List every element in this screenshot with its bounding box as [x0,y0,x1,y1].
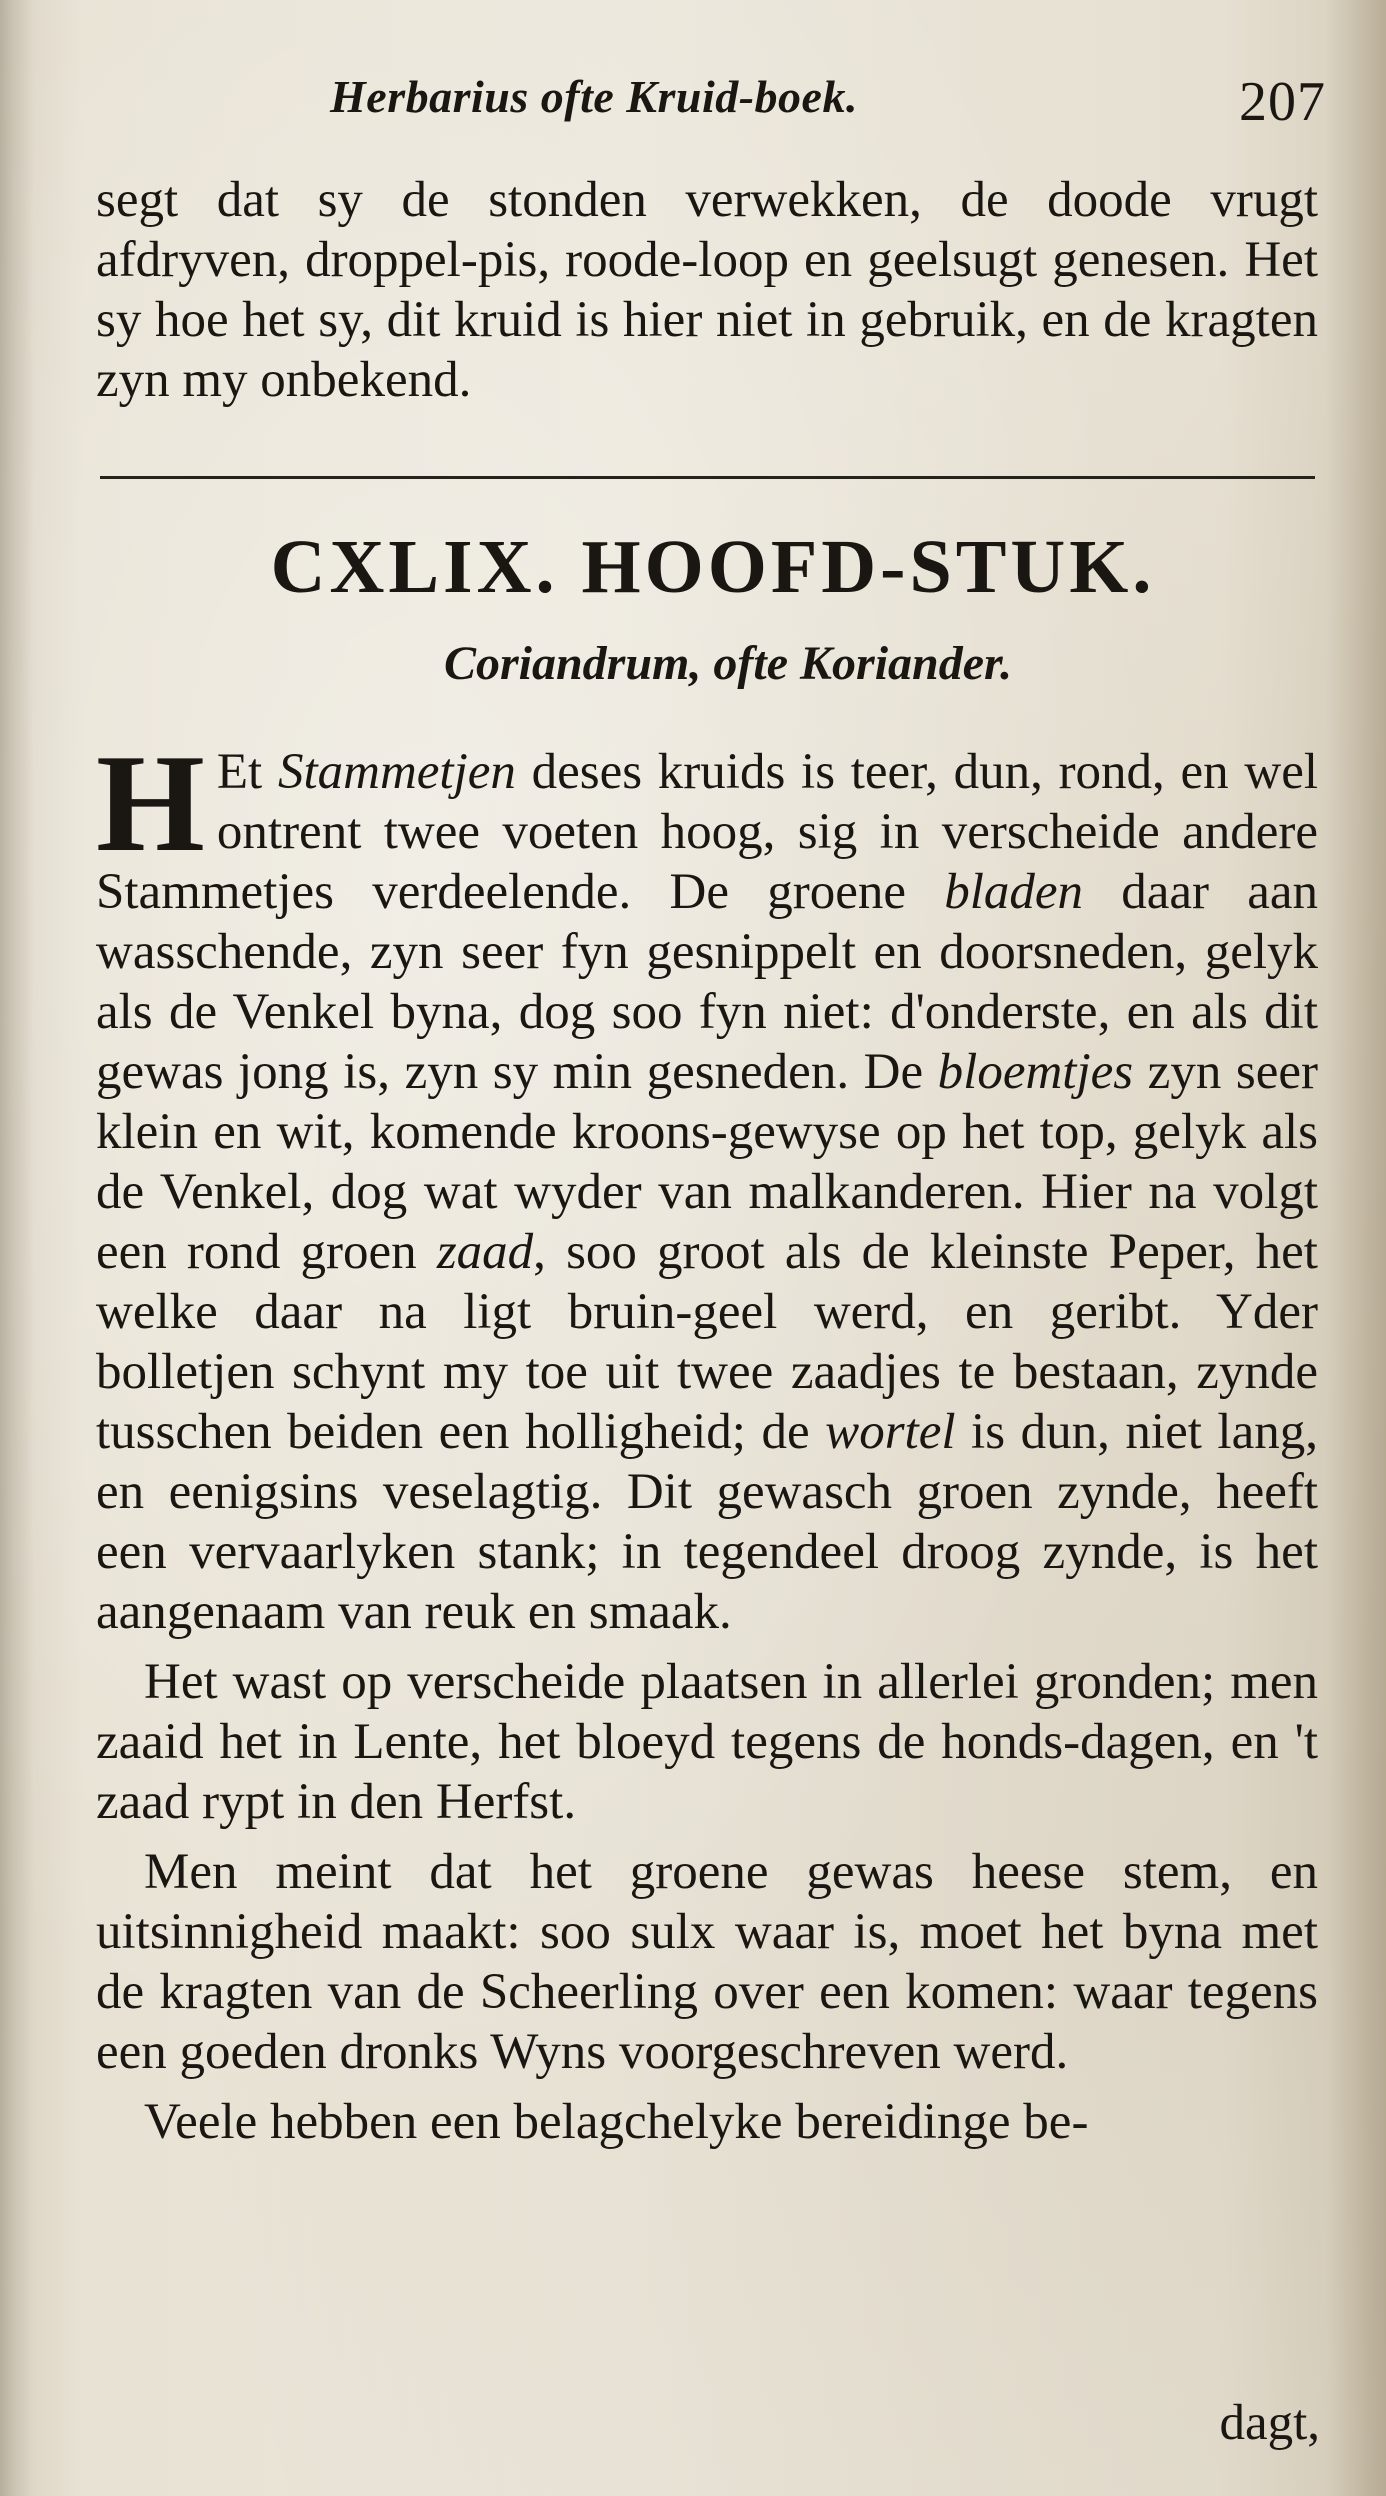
text-segment: daar aan wasschende, zyn seer fyn gesnippelt en doorsneden, gelyk als de Venkel byna, dog soo fyn niet: d'onderste, en als dit gewas jong is, zyn sy min gesneden. De [96,864,1319,1100]
text-segment: Et [216,744,278,800]
previous-chapter-paragraph: segt dat sy de stonden verwekken, de doode vrugt afdryven, droppel-pis, roode-loop en geelsugt genesen. Het sy hoe het sy, dit kruid is hier niet in gebruik, en de kragten zyn my onbekend. [96,172,1318,408]
running-head: Herbarius ofte Kruid-boek. [330,71,858,122]
emphasis-term: zaad [436,1224,534,1280]
text-segment: is dun, niet lang, en eenigsins veselagtig. Dit gewasch groen zynde, heeft een vervaarlyken stank; in tegendeel droog zynde, is het aangenaam van reuk en smaak. [96,1404,1318,1640]
text-segment: deses kruids is teer, dun, rond, en wel ontrent twee voeten hoog, sig in verscheide andere Stammetjes verdeelende. De groene [96,744,1319,920]
emphasis-term: Stammetjen [277,744,516,800]
paragraph-preparation: Veele hebben een belagchelyke bereidinge be- [144,2094,1089,2150]
paragraph-properties: Men meint dat het groene gewas heese stem, en uitsinnigheid maakt: soo sulx waar is, moet het byna met de kragten van de Scheerling over een komen: waar tegens een goeden dronks Wyns voorgeschreven werd. [96,1844,1318,2080]
paragraph-habitat: Het wast op verscheide plaatsen in allerlei gronden; men zaaid het in Lente, het bloeyd tegens de honds-dagen, en 't zaad rypt in den Herfst. [96,1654,1318,1830]
text-segment: , soo groot als de kleinste Peper, het welke daar na ligt bruin-geel werd, en geribt. Yder bolletjen schynt my toe uit twee zaadjes te bestaan, zynde tusschen beiden een holligheid; de [96,1224,1318,1460]
chapter-heading: CXLIX. HOOFD-STUK. [270,525,1156,609]
text-segment: zyn seer klein en wit, komende kroons-gewyse op het top, gelyk als de Venkel, dog wat wyder van malkanderen. Hier na volgt een rond groen [96,1044,1318,1280]
catchword: dagt, [1219,2395,1320,2451]
drop-cap: H [96,726,205,881]
previous-chapter-text [96,170,1318,410]
emphasis-term: wortel [825,1404,956,1460]
section-divider [100,476,1315,479]
emphasis-term: bladen [944,864,1084,920]
chapter-subtitle: Coriandrum, ofte Koriander. [443,637,1013,690]
page-number: 207 [1239,71,1326,133]
emphasis-term: bloemtjes [937,1044,1134,1100]
chapter-body [96,726,1319,2152]
paragraph-description [96,726,1319,1642]
